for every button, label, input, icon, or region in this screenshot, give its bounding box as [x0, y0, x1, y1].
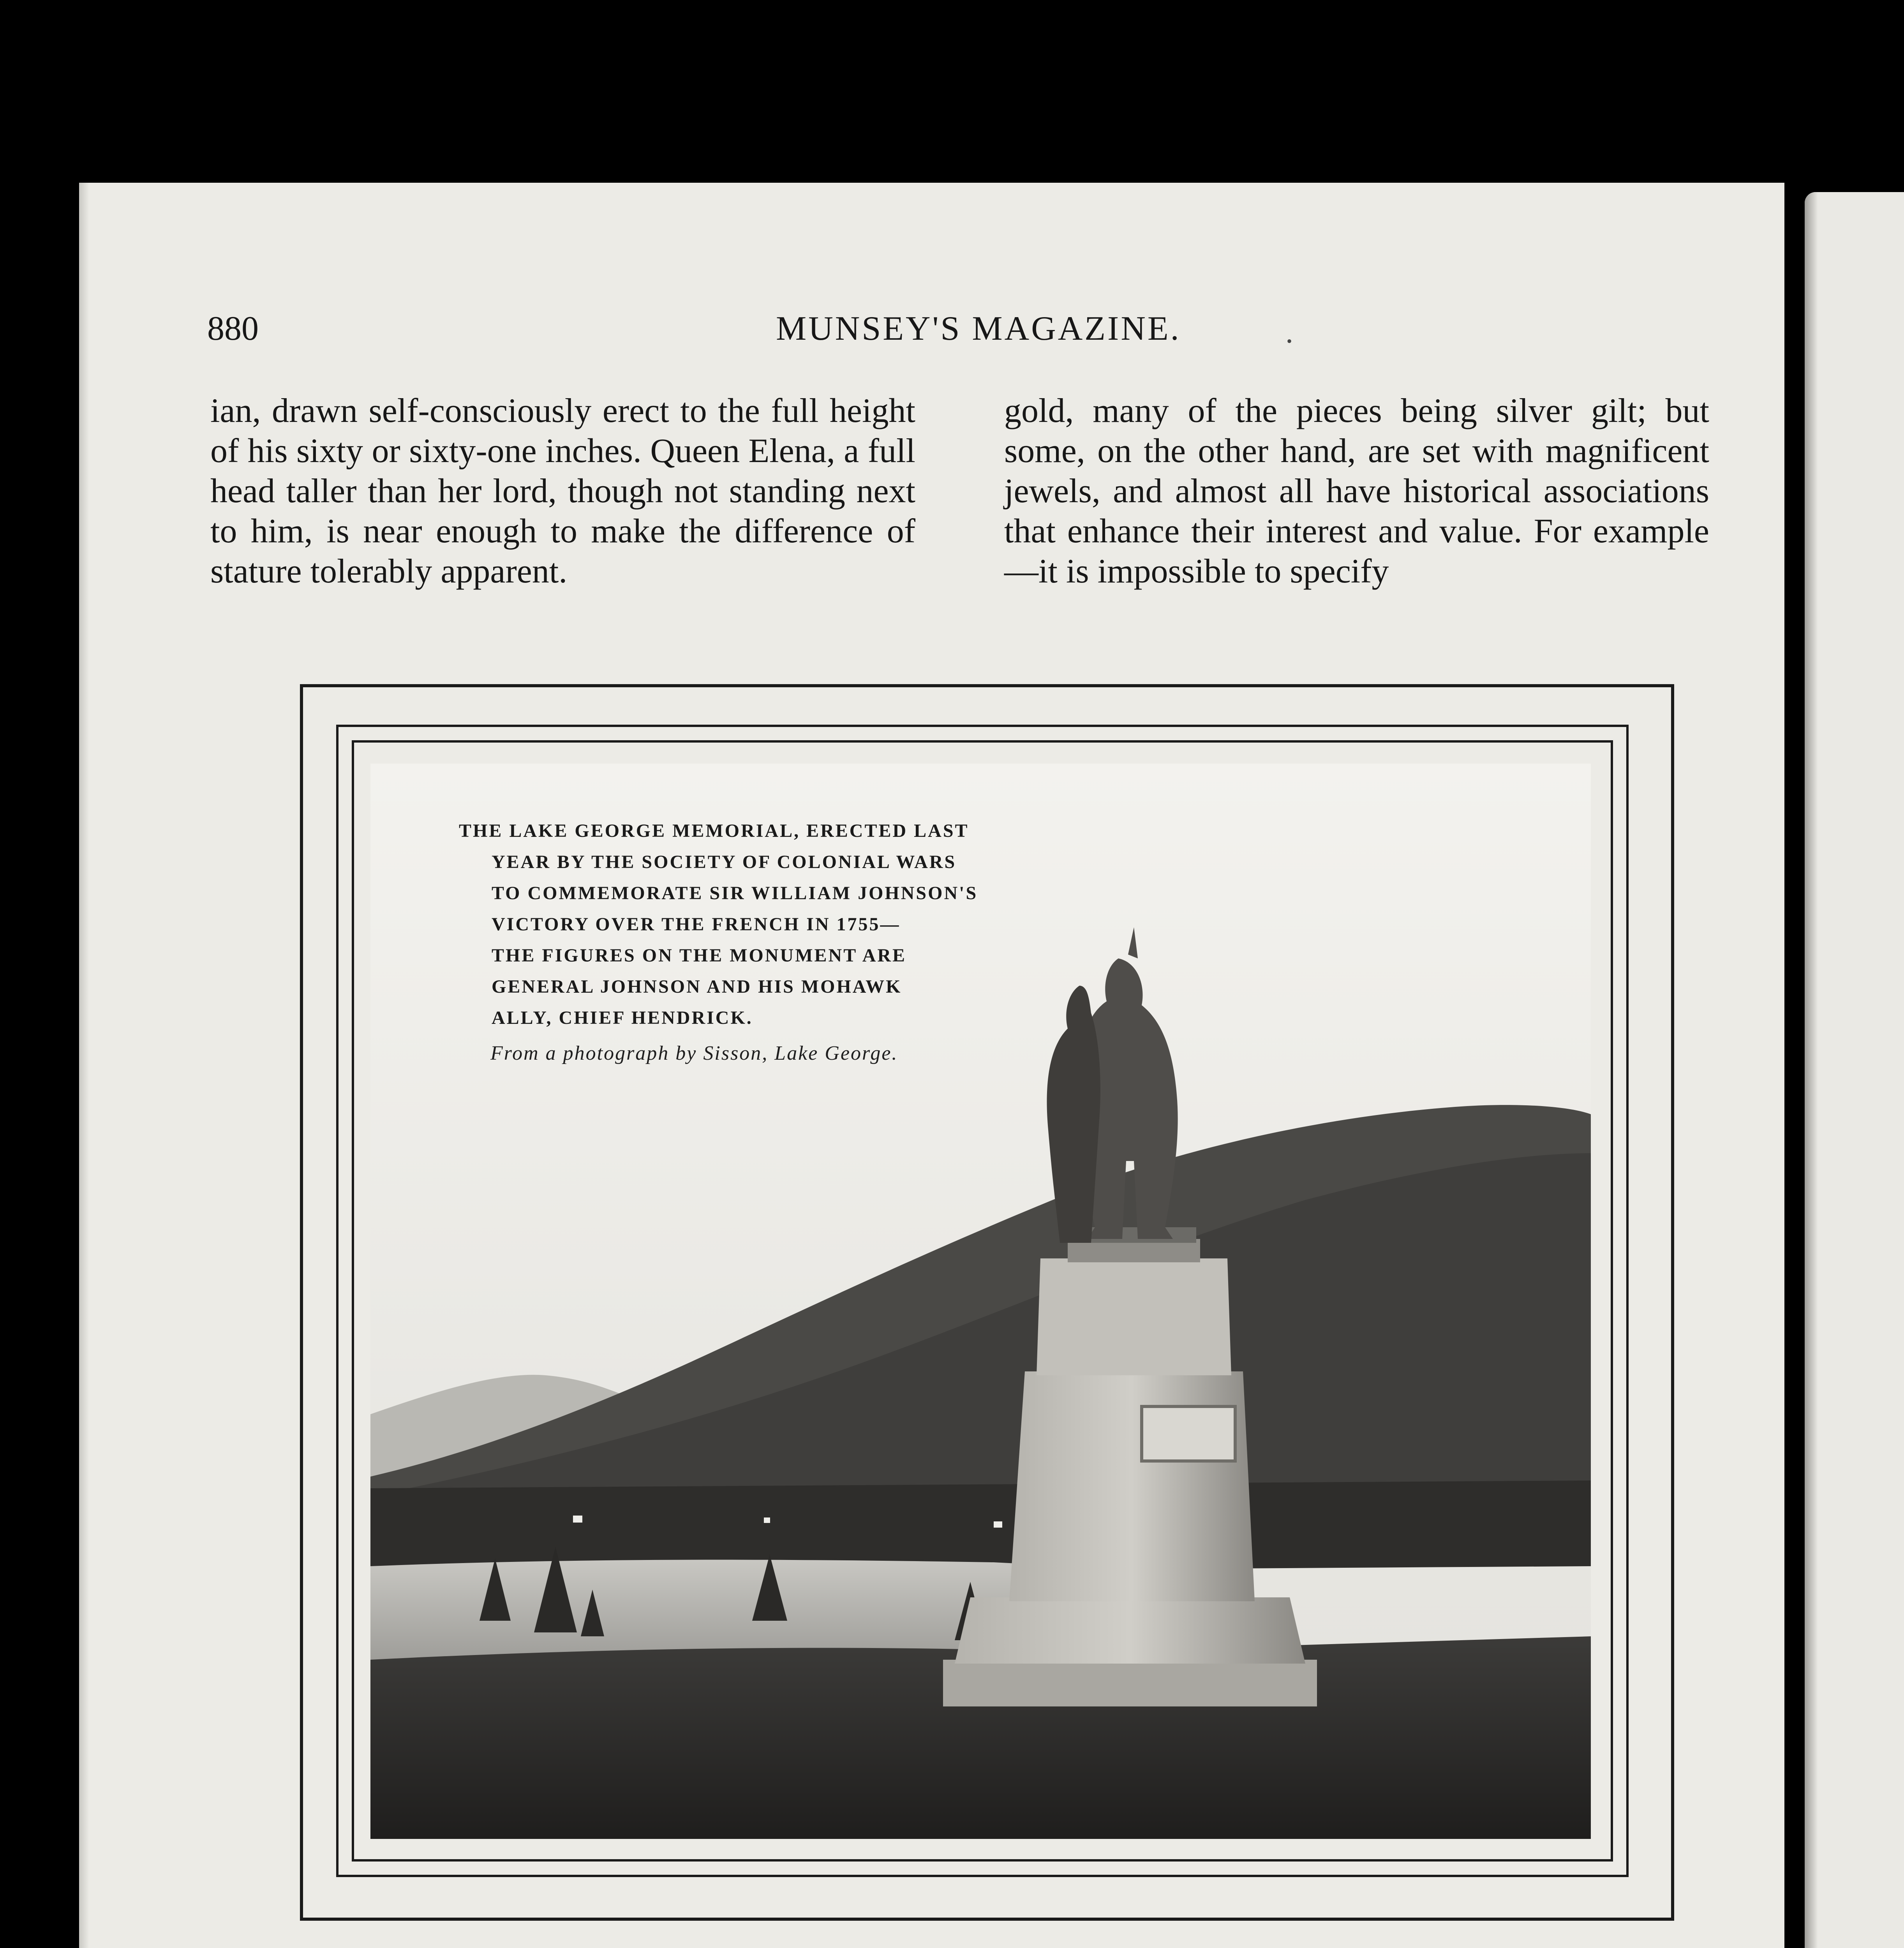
- running-title: MUNSEY'S MAGAZINE.: [776, 310, 1181, 348]
- top-left-column: [210, 391, 915, 591]
- caption-line: ALLY, CHIEF HENDRICK.: [492, 1008, 753, 1028]
- page-binding-shadow: [79, 183, 89, 1948]
- facing-page-shadow: [1805, 192, 1818, 1948]
- photo-credit: From a photograph by Sisson, Lake George.: [490, 1042, 898, 1064]
- caption-line: VICTORY OVER THE FRENCH IN 1755—: [492, 914, 901, 935]
- print-speck: •: [1287, 332, 1292, 350]
- illustration-caption: [459, 815, 1056, 1034]
- caption-line: THE LAKE GEORGE MEMORIAL, ERECTED LAST: [459, 820, 969, 841]
- caption-line: YEAR BY THE SOCIETY OF COLONIAL WARS: [492, 852, 957, 872]
- caption-line: TO COMMEMORATE SIR WILLIAM JOHNSON'S: [492, 883, 978, 903]
- page-number: 880: [207, 310, 259, 348]
- caption-line: THE FIGURES ON THE MONUMENT ARE: [492, 945, 907, 966]
- paragraph: ian, drawn self-consciously erect to the full height of his sixty or sixty-one inches. Queen Elena, a full head taller than her lord, though not standing next to him, is near enough to make the difference of stature tolerably apparent.: [210, 392, 915, 590]
- caption-line: GENERAL JOHNSON AND HIS MOHAWK: [492, 976, 902, 997]
- top-right-column: [1004, 391, 1709, 591]
- facing-page-edge: [1805, 192, 1904, 1948]
- paragraph: gold, many of the pieces being silver gilt; but some, on the other hand, are set with magnificent jewels, and almost all have historical associations that enhance their interest and value. For example—it is impossible to specify: [1004, 392, 1709, 590]
